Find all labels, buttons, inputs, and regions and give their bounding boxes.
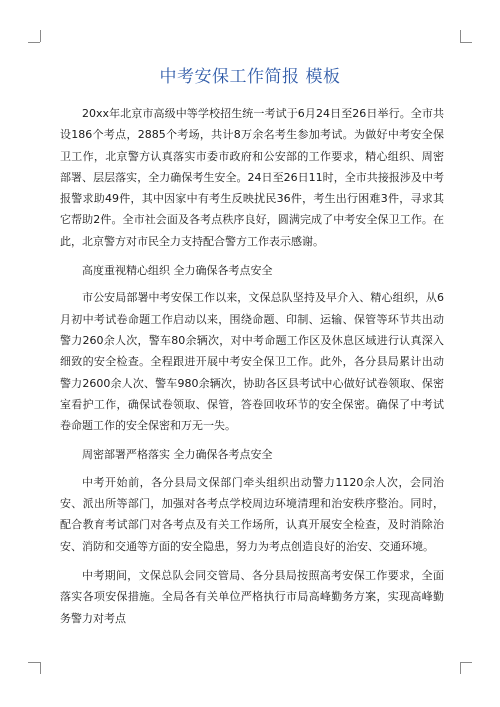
paragraph-pre-exam-preparation: 中考开始前，各分县局文保部门牵头组织出动警力1120余人次，会同治安、派出所等部门，加强对各考点学校周边环境清理和治安秩序整治。同时，配合教育考试部门对各考点及有关工作场所，认真开展安全检查，及时消除治安、消防和交通等方面的安全隐患，努力为考点创造良好的治安、交通环境。 — [60, 475, 444, 553]
intro-paragraph: 20xx年北京市高级中等学校招生统一考试于6月24日至26日举行。全市共设186个考点，2885个考场，共计8万余名考生参加考试。为做好中考安全保卫工作，北京警方认真落实市委市政府和公安部的工作要求，精心组织、周密部署、层层落实，全力确保考生安全。24日至26日11时，全市共接报涉及中考报警求助49件，其中因家中有考生反映扰民36件，考生出行困难3件，寻求其它帮助2件。全市社会面及各考点秩序良好，圆满完成了中考安全保卫工作。在此，北京警方对市民全力支持配合警方工作表示感谢。 — [60, 107, 444, 248]
document-body — [60, 103, 444, 637]
section-heading-organization: 高度重视精心组织 全力确保各考点安全 — [82, 264, 273, 278]
paragraph-during-exam-measures: 中考期间，文保总队会同交管局、各分县局按照高考安保工作要求，全面落实各项安保措施。全局各有关单位严格执行市局高峰勤务方案，实现高峰勤务警力对考点 — [60, 568, 444, 625]
document-title: 中考安保工作简报 模板 — [159, 67, 341, 87]
section-heading-deployment: 周密部署严格落实 全力确保各考点安全 — [82, 448, 273, 462]
paragraph-exam-paper-security: 市公安局部署中考安保工作以来，文保总队坚持及早介入、精心组织，从6月初中考试卷命题工作启动以来，围绕命题、印制、运输、保管等环节共出动警力260余人次，警车80余辆次，对中考命题工作区及休息区域进行认真深入细致的安全检查。全程跟进开展中考安全保卫工作。此外，各分县局累计出动警力2600余人次、警车980余辆次，协助各区县考试中心做好试卷领取、保密室看护工作，确保试卷领取、保管，答卷回收环节的安全保密。确保了中考试卷命题工作的安全保密和万无一失。 — [60, 291, 444, 433]
